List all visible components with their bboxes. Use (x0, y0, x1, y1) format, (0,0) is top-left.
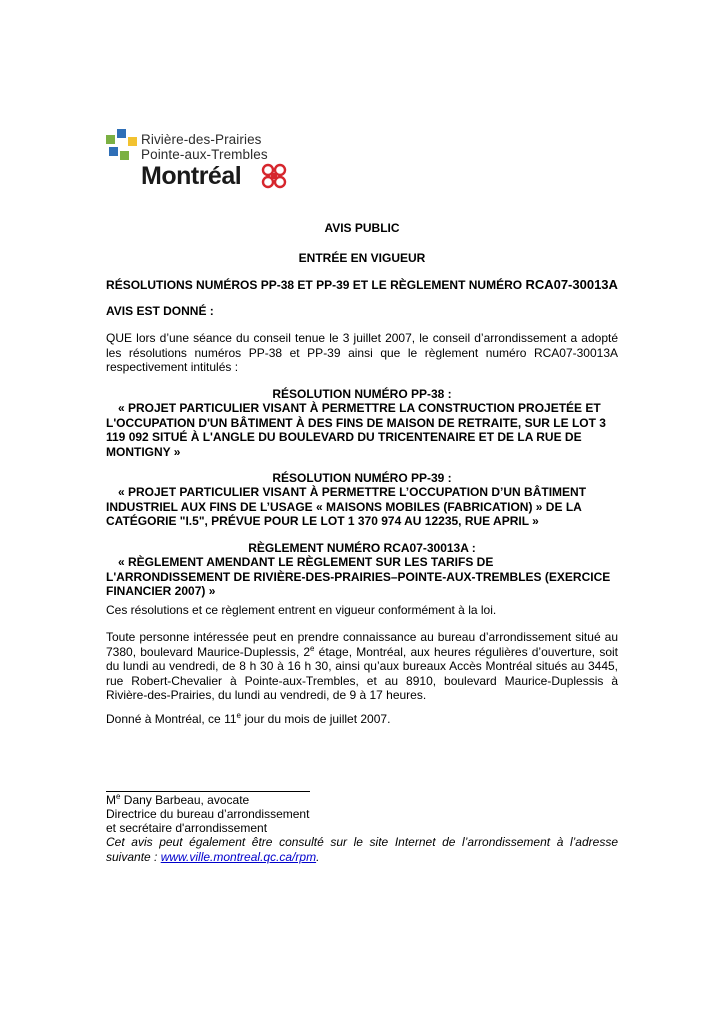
intro-paragraph: QUE lors d’une séance du conseil tenue le 3 juillet 2007, le conseil d’arrondissement a adopté les résolutions numéros PP-38 et PP-39 ainsi que le règlement numéro RCA07-30013A respectivement intitulés : (106, 331, 618, 375)
avis-public-heading: AVIS PUBLIC (324, 221, 400, 235)
signature-name (106, 793, 618, 808)
website-note (106, 835, 618, 864)
donne-sup: e (236, 711, 241, 720)
item-3-title: RÈGLEMENT NUMÉRO RCA07-30013A : (248, 541, 476, 555)
item-2-text: « PROJET PARTICULIER VISANT À PERMETTRE L’OCCUPATION D’UN BÂTIMENT INDUSTRIEL AUX FINS DE L’USAGE « MAISONS MOBILES (FABRICATION) » DE LA CATÉGORIE "I.5", PRÉVUE POUR LE LOT 1 370 974 AU 12235, RUE APRIL » (106, 485, 587, 529)
item-2-title: RÉSOLUTION NUMÉRO PP-39 : (272, 471, 452, 485)
signature-title-2: et secrétaire d'arrondissement (106, 821, 268, 835)
consult-sup: e (310, 643, 315, 653)
logo-square-green-2 (120, 151, 129, 160)
website-link[interactable]: www.ville.montreal.qc.ca/rpm (160, 849, 317, 864)
montreal-rose-icon (259, 163, 289, 189)
logo-square-blue-2 (109, 147, 118, 156)
signature-name-sup: e (116, 792, 121, 801)
signature-name-prefix: M (106, 793, 116, 807)
logo-square-blue (117, 129, 126, 138)
avis-est-donne: AVIS EST DONNÉ : (106, 304, 214, 318)
vigueur-paragraph: Ces résolutions et ce règlement entrent en vigueur conformément à la loi. (106, 603, 497, 617)
entree-heading: ENTRÉE EN VIGUEUR (298, 251, 426, 265)
donne-paragraph (106, 712, 618, 727)
website-note-text: Cet avis peut également être consulté sur le site Internet de l’arrondissement à l’adresse suivante : (106, 835, 618, 864)
website-note-end: . (316, 849, 320, 864)
consult-part-1: Toute personne intéressée peut en prendre connaissance au bureau d’arrondissement situé au 7380, boulevard Maurice-Duplessis, 2 (106, 630, 618, 659)
logo-square-green (106, 135, 115, 144)
donne-part-2: jour du mois de juillet 2007. (240, 712, 391, 726)
logo-line-2: Pointe-aux-Trembles (141, 147, 268, 162)
logo-line-3: Montréal (141, 162, 242, 190)
borough-logo (106, 127, 296, 189)
signature-title-1: Directrice du bureau d’arrondissement (106, 807, 310, 821)
item-1-text: « PROJET PARTICULIER VISANT À PERMETTRE LA CONSTRUCTION PROJETÉE ET L'OCCUPATION D'UN BÂTIMENT À DES FINS DE MAISON DE RETRAITE, SUR LE LOT 3 119 092 SITUÉ À L'ANGLE DU BOULEVARD DU TRICENTENAIRE ET DE LA RUE DE MONTIGNY » (106, 401, 606, 459)
resolutions-heading (106, 278, 618, 293)
resolutions-heading-number: RCA07-30013A (525, 277, 618, 292)
item-3-text: « RÈGLEMENT AMENDANT LE RÈGLEMENT SUR LES TARIFS DE L'ARRONDISSEMENT DE RIVIÈRE-DES-PRAIRIES–POINTE-AUX-TREMBLES (EXERCICE FINANCIER 2007) » (106, 555, 611, 599)
consult-paragraph (106, 630, 618, 703)
item-1-title: RÉSOLUTION NUMÉRO PP-38 : (272, 387, 452, 401)
signature-line (106, 791, 310, 792)
consult-part-2: étage, Montréal, aux heures régulières d’ouverture, soit du lundi au vendredi, de 8 h 30 à 16 h 30, ainsi qu’aux bureaux Accès Montréal situés au 3445, rue Robert-Chevalier à Pointe-aux-Trembles, et au 8910, boulevard Maurice-Duplessis à Rivière-des-Prairies, du lundi au vendredi, de 9 à 17 heures. (106, 644, 618, 703)
logo-line-1: Rivière-des-Prairies (141, 132, 262, 147)
donne-part-1: Donné à Montréal, ce 11 (106, 712, 237, 726)
logo-square-yellow (128, 137, 137, 146)
signature-name-rest: Dany Barbeau, avocate (120, 793, 250, 807)
resolutions-heading-text: RÉSOLUTIONS NUMÉROS PP-38 ET PP-39 ET LE RÈGLEMENT NUMÉRO (106, 278, 526, 292)
